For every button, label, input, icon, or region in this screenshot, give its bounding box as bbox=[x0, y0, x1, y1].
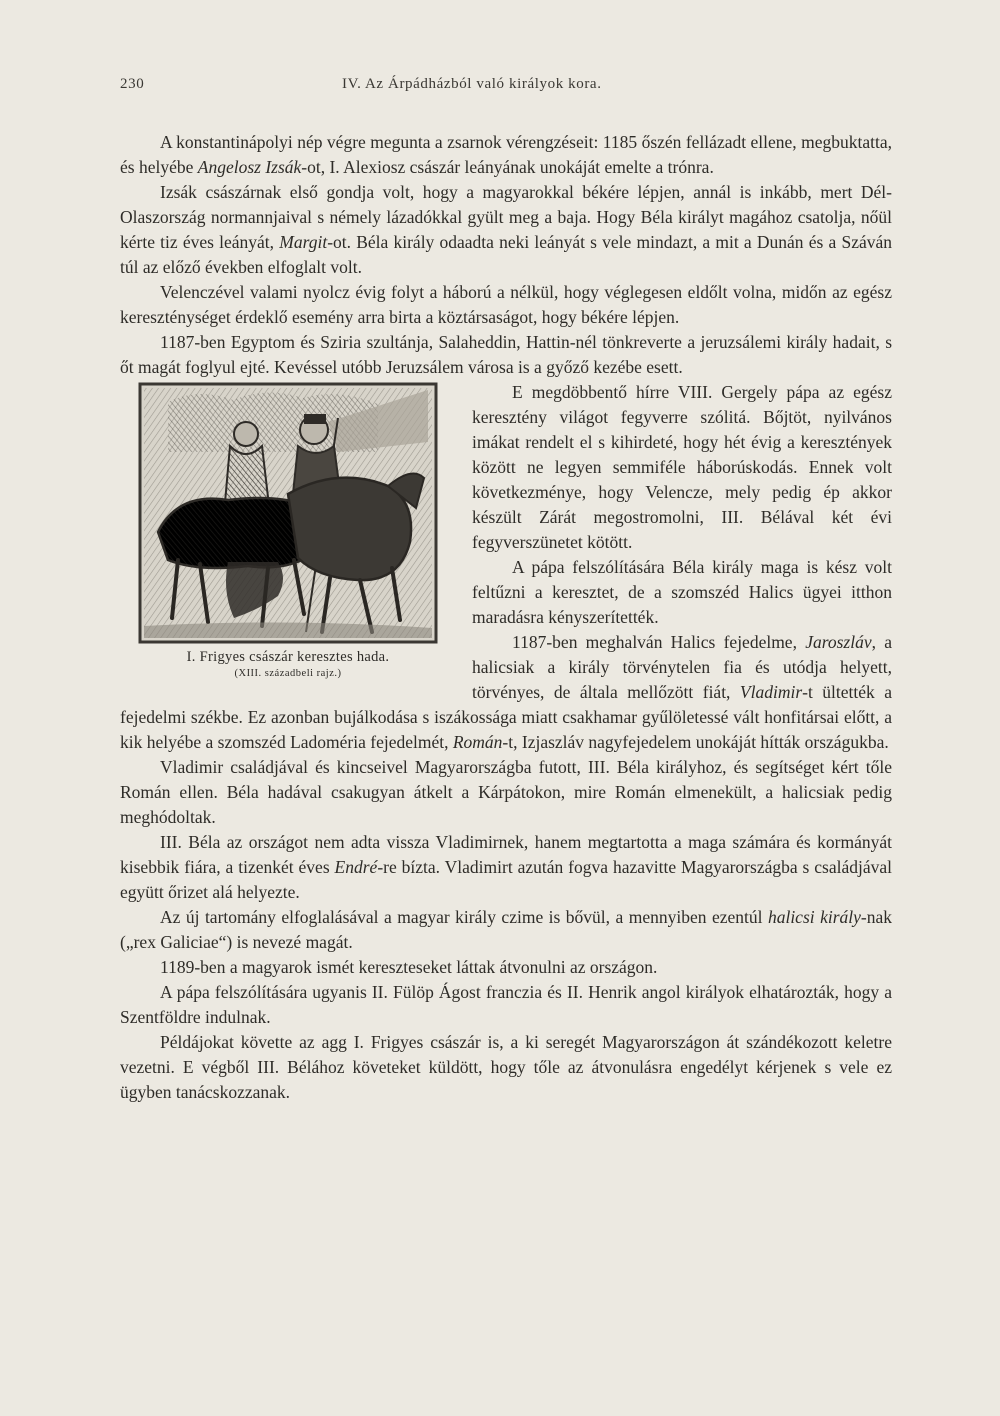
running-head bbox=[120, 76, 880, 100]
paragraph-1: A konstantinápolyi nép végre megunta a zsarnok vérengzéseit: 1185 őszén fellázadt ellene, megbuktatta, és helyébe Angelosz Izsák-ot, I. Alexiosz császár leányának unokáját emelte a trónra. bbox=[120, 132, 892, 177]
figure-illustration bbox=[130, 382, 446, 694]
paragraph-10: Az új tartomány elfoglalásával a magyar király czime is bővül, a mennyiben ezentúl halicsi király-nak („rex Galiciae“) is nevezé magát. bbox=[120, 907, 893, 952]
running-title: IV. Az Árpádházból való királyok kora. bbox=[342, 76, 602, 92]
paragraph-3: Velenczével valami nyolcz évig folyt a háború a nélkül, hogy véglegesen eldőlt volna, midőn az egész kereszténységet érdeklő esemény arra birta a köztársaságot, hogy békére lépjen. bbox=[120, 282, 892, 327]
body-text bbox=[120, 130, 892, 1105]
paragraph-13: Példájokat követte az agg I. Frigyes császár is, a ki seregét Magyarországon át szándékozott keletre vezetni. E végből III. Bélához követeket küldött, hogy tőle az átvonulásra engedélyt kérjenek s vele ez ügyben tanácskozzanak. bbox=[120, 1032, 892, 1102]
paragraph-7: 1187-ben meghalván Halics fejedelme, Jaroszláv, a halicsiak a király törvénytelen fia és utódja helyett, törvényes, de általa mellőzött fiát, Vladimir-t ültették a fejedelmi székbe. Ez azonban bujálkodása s iszákossága miatt csakhamar gyűlöletessé vált honfitársai előtt, a kik helyébe a szomszéd Ladoméria fejedelmét, Román-t, Izjaszláv nagyfejedelem unokáját hítták országukba. bbox=[120, 632, 892, 752]
figure-caption: I. Frigyes császár keresztes hada. bbox=[186, 649, 390, 665]
crusade-engraving-image bbox=[138, 382, 438, 644]
paragraph-4: 1187-ben Egyptom és Sziria szultánja, Salaheddin, Hattin-nél tönkreverte a jeruzsálemi király hadait, s őt magát foglyul ejté. Kevéssel utóbb Jeruzsálem városa is a győző kezébe esett. bbox=[120, 332, 892, 377]
paragraph-12: A pápa felszólítására ugyanis II. Fülöp Ágost franczia és II. Henrik angol királyok elhatározták, hogy a Szentföldre indulnak. bbox=[120, 982, 892, 1027]
paragraph-9: III. Béla az országot nem adta vissza Vladimirnek, hanem megtartotta a maga számára és kormányát kisebbik fiára, a tizenkét éves Endré-re bízta. Vladimirt azután fogva hazavitte Magyarországba s családjával együtt őrizet alá helyezte. bbox=[120, 832, 892, 902]
figure-caption-sub: (XIII. századbeli rajz.) bbox=[234, 668, 342, 679]
page-number: 230 bbox=[120, 76, 145, 92]
paragraph-6: A pápa felszólítására Béla király maga is kész volt feltűzni a keresztet, de a szomszéd Halics ügyei itthon maradásra kényszerítették. bbox=[472, 557, 892, 627]
paragraph-11: 1189-ben a magyarok ismét kereszteseket láttak átvonulni az országon. bbox=[160, 957, 658, 977]
paragraph-8: Vladimir családjával és kincseivel Magyarországba futott, III. Béla királyhoz, és segítséget kért tőle Román ellen. Béla hadával csakugyan átkelt a Kárpátokon, mire Román elmenekült, a halicsiak pedig meghódoltak. bbox=[120, 757, 892, 827]
paragraph-2: Izsák császárnak első gondja volt, hogy a magyarokkal békére lépjen, annál is inkább, mert Dél-Olaszország normannjaival s némely lázadókkal gyült meg a baja. Hogy Béla királyt magához csatolja, nőül kérte tiz éves leányát, Margit-ot. Béla király odaadta neki leányát s vele mindazt, a mit a Dunán és a Száván túl az előző években elfoglalt volt. bbox=[120, 182, 892, 277]
paragraph-5: E megdöbbentő hírre VIII. Gergely pápa az egész keresztény világot fegyverre szólitá. Bőjtöt, nyilvános imákat rendelt el s kihirdeté, hogy hét évig a keresztények között ne legyen semmiféle háborúskodás. Ennek volt következménye, hogy Velencze, mely pedig ép akkor készült Zárát megostromolni, III. Bélával két évi fegyverszünetet kötött. bbox=[472, 382, 892, 552]
